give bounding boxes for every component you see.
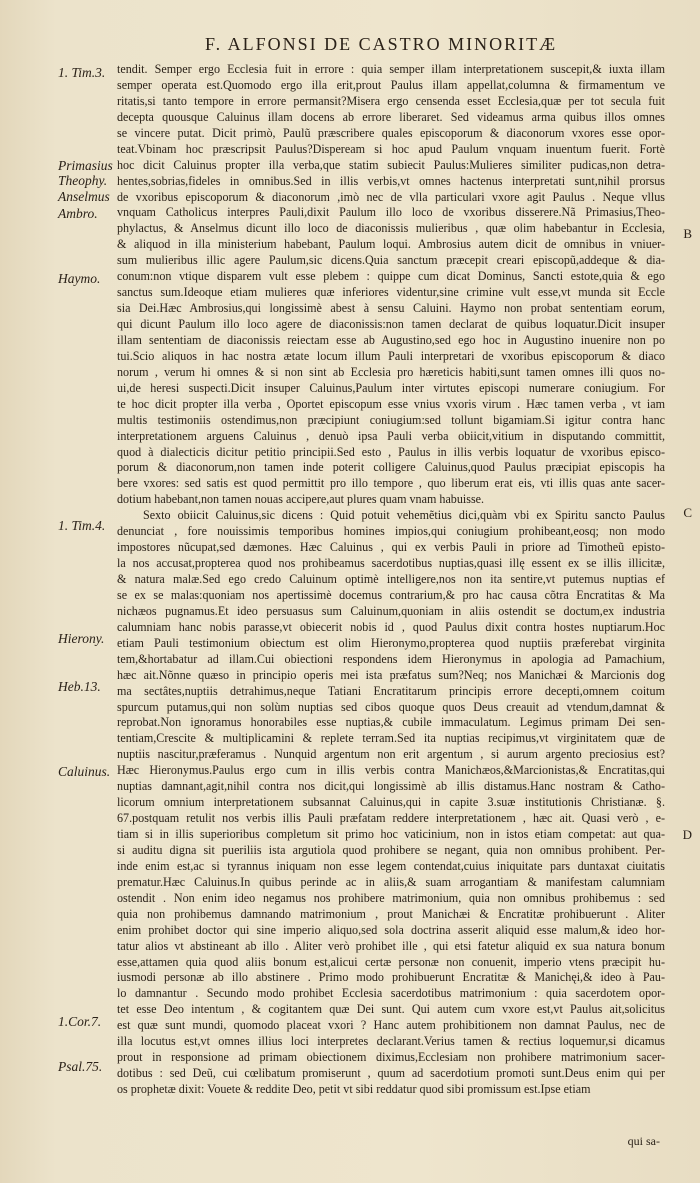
- text-line: tatur alios vt abstineant ab illo . Aliter verò prohibet ille , qui etsi fatetur aliquid ex sua natura bonum: [117, 938, 665, 953]
- text-line: tendit. Semper ergo Ecclesia fuit in errore : quia semper illam interpretationem suscepit,& iuxta illam: [117, 62, 665, 76]
- margin-note: Caluinus.: [58, 764, 111, 779]
- text-line: tui.Scio aliquos in hac nostra ætate locum illum Pauli interpretari de vxoribus episcoporum & diaco: [117, 348, 665, 363]
- section-letter: B: [683, 226, 692, 241]
- text-line: enim prohibet doctor qui sine imperio aliquo,sed sola doctrina asserit aliquid esse malum,& ideo hor-: [117, 922, 665, 937]
- body-text: [117, 62, 665, 1098]
- text-line: se ex se malas:quoniam nos apertissimè docemus contrarium,& pro hac causa cõtra Encratitas & Ma: [117, 587, 665, 602]
- text-line: Hæc Hieronymus.Paulus ergo cum in illis verbis contra Manichæos,&Marcionistas,& Encratitas,qui: [117, 763, 665, 778]
- text-line: nuptiis nascitur,præferamus . Nunquid argentum non erit argentum , si aurum argento preciosius est?: [117, 747, 665, 762]
- text-line: nuptias damnant,agit,nihil contra nos dicit,qui longissimè ab illis distamus.Hanc nostram & Catho-: [117, 779, 665, 794]
- text-line: hentes,sobrias,fideles in omnibus.Sed in illis verbis,vt omnes hactenus interpretati sunt,nihil prorsus: [117, 173, 665, 188]
- text-line: reprobat.Non ignoramus honorabiles esse nuptias,& cubile immaculatum. Legimus primam Dei sen-: [117, 715, 665, 730]
- text-line: 67.postquam retulit nos verbis illis Pauli præfatam reddere interpretationem , hæc ait. Quasi verò , e-: [117, 811, 665, 826]
- margin-note: Ambro.: [58, 206, 98, 221]
- text-line: conum:non vtique disparem vult esse plebem : quippe cum dicat Dominus, Sancti estote,quia & ego: [117, 269, 665, 284]
- text-line: ma sectâtes,nuptiis detrahimus,neque Tatiani Encratitarum principis errore decepti,omnem coitum: [117, 683, 665, 698]
- text-line: prout in responsione ad primam obiectionem diximus,Ecclesiam non prohibere matrimonium sacer-: [117, 1050, 665, 1065]
- text-line: teat.Vbinam hoc præscripsit Paulus?Dispeream si hoc apud Paulum vnquam inuentum fuerit. Fortè: [117, 141, 665, 156]
- text-line: sum mulieribus illic agere Paulum,sic dicens.Quia sanctum præcepit creari episcopũ,addeque & dia-: [117, 253, 665, 268]
- text-line: ui,de heresi suspecti.Dicit insuper Caluinus,Paulum inter virtutes episcopi numerare coniugium. For: [117, 380, 665, 395]
- text-line: te hoc dicit propter illa verba , Oportet episcopum esse vnius vxoris virum . Hæc tamen verba , vt iam: [117, 396, 665, 411]
- text-line: si auditu digna sit pueriliis ista argutiola quod prohibere se negant, quia non omnibus prohibent. Per-: [117, 842, 665, 857]
- text-line: nichæos pugnamus.Et ideo persuasus sum Caluinum,quoniam in aliis ostendit se doctum,ex industria: [117, 603, 665, 618]
- text-line: & natura malæ.Sed ego credo Caluinum optimè intelligere,nos non ita sentire,vt putemus nuptias ef: [117, 572, 665, 586]
- text-line: est quæ sunt mundi, quomodo placeat vxori ? Hanc autem prohibitionem non damnat Paulus, nec de: [117, 1018, 665, 1033]
- margin-note: Heb.13.: [58, 679, 101, 694]
- text-line: tet esse Deo intentum , & cogitantem quæ Dei sunt. Qui autem cum vxore est,vt Paulus ait,solicitus: [117, 1002, 665, 1017]
- margin-note: Anselmus: [58, 189, 110, 204]
- text-line: decepta quousque Caluinus illam docens ab errore liberaret. Sed videamus arma quibus illos omnes: [117, 109, 665, 124]
- margin-note: 1. Tim.4.: [58, 518, 106, 533]
- section-letter: C: [683, 505, 692, 520]
- text-line: illa locutus est,vt omnes illius loci interpretes declarant.Verius tamen & rectius loquemur,si dicamus: [117, 1034, 665, 1049]
- text-line: Sexto obiicit Caluinus,sic dicens : Quid potuit vehemẽtius dici,quàm vbi ex Spiritu sancto Paulus: [143, 508, 665, 523]
- text-line: interpretationem arguens Caluinus , denuò ipsa Pauli verba obiicit,vitium in disputando committit,: [117, 428, 665, 443]
- text-line: & aliquod in illa ministerium habebant, Paulum loqui. Ambrosius autem dicit de omnibus in vniuer-: [117, 237, 665, 252]
- text-line: hæc ait.Nõnne quæso in principio operis mei ista præfatus sum?Neq; nos Manichæi & Marcionis dog: [117, 667, 665, 682]
- text-line: semper operata est.Quomodo ergo illa erit,prout Paulus illam appellat,columna & firmamentum ve: [117, 77, 665, 92]
- catchword: qui sa-: [627, 1134, 660, 1148]
- margin-note: Hierony.: [58, 631, 105, 646]
- text-line: calumniam hanc nobis parasse,vt obiecerit nobis id , quod Paulus dixit contra hostes nuptiarum.Hoc: [117, 619, 665, 634]
- text-line: ritatis,si tanto tempore in errore permansit?Misera ergo censenda esset Ecclesia,quæ per tot secula fuit: [117, 93, 665, 108]
- text-line: licorum omnium interpretationem subsannat Caluinus,qui in capite 3.suæ institutionis Christianæ. §.: [117, 795, 665, 810]
- text-line: inde enim est,ac si tyrannus iniquam non esse legem contendat,cuius iniquitate pars duntaxat ciuitatis: [117, 858, 665, 873]
- margin-note: Psal.75.: [58, 1059, 103, 1074]
- text-line: esse,attamen quia quod aliis bonum est,alicui certæ personæ non conuenit, imperio vtens præcipit hu-: [117, 954, 665, 969]
- text-line: illam sententiam de diaconissis reiectam esse ab Augustino,sed ego hoc in Augustino inuenire non po: [117, 332, 665, 347]
- text-line: spurcum putamus,qui non solùm nuptias sed cibos quoque quos Deus creauit ad vtendum,damnat &: [117, 699, 665, 714]
- text-line: dotibus : sed Deũ, cui cœlibatum promiserunt , quum ad sacerdotium promoti sunt.Deus enim qui per: [117, 1066, 665, 1081]
- margin-notes: [0, 0, 112, 1183]
- text-line: hoc dicit Caluinus propter illa verba,que statim subiecit Paulus:Mulieres similiter pudicas,non detra-: [117, 157, 665, 172]
- text-line: os prophetæ dixit: Vouete & reddite Deo, petit vt sibi reddatur quod sibi promissum est.Ipse etiam: [117, 1082, 591, 1096]
- text-line: phylactus, & Anselmus dicunt illo loco de diaconissis mulieribus , quæ olim habebantur in Ecclesia,: [117, 221, 665, 236]
- text-line: de vxoribus episcoporum & diaconorum ,imò nec de vlla particulari vxore agit Paulus . Neque vllus: [117, 189, 665, 204]
- section-letter: D: [682, 827, 692, 842]
- running-head: F. ALFONSI DE CASTRO MINORITÆ: [205, 34, 558, 54]
- text-line: porum & diaconorum,non tamen inde poterit colligere Caluinus,quod Paulus præcipiat episcopis ha: [117, 460, 665, 475]
- text-line: etiam Pauli testimonium obiectum est olim Hieronymo,propterea quod nuptiis præferebat virginita: [117, 635, 665, 650]
- text-line: se vincere putat. Dicit primò, Paulũ præscribere quales episcoporum & diaconorum vxores esse opor-: [117, 125, 665, 140]
- text-line: denunciat , fore nouissimis temporibus homines impios,qui coniugium prohibeant,eosq; non modo: [117, 524, 665, 539]
- text-line: lo damnantur . Secundo modo prohibet Ecclesia sacerdotibus matrimonium : quia sacerdotem opor-: [117, 986, 665, 1001]
- margin-note: Haymo.: [58, 271, 101, 286]
- text-line: vnquam Catholicus interpres Pauli,dixit Paulum illo loco de vxoribus disserere.Nã Primasius,Theo-: [117, 205, 665, 220]
- text-line: sia Dei.Hæc Ambrosius,qui longissimè abest à sensu Caluini. Haymo non probat sententiam eorum,: [117, 301, 665, 316]
- text-line: quod à dialecticis dicitur petitio principii.Sed esto , Paulus in illis verbis loquatur de vxoribus episco-: [117, 444, 665, 459]
- text-line: tentiam,Crescite & multiplicamini & replete terram.Sed ita nuptias recipimus,vt virginitatem quæ de: [117, 731, 665, 746]
- text-line: qui dicunt Paulum illo loco agere de diaconissis:non tamen declarat de quibus loquatur.Dicit insuper: [117, 317, 665, 331]
- margin-note: Primasius: [58, 158, 113, 173]
- text-line: la nos accusat,propterea quod nos prohibeamus sacerdotibus nuptias,quasi illę essent ex se illis illicitæ,: [117, 556, 665, 571]
- text-line: tiam si in illis superioribus completum sit primo hoc vaticinium, non in istos etiam competat: aut qua-: [117, 827, 665, 841]
- text-line: dotium habebant,non tamen nouas accipere,aut plures quam vnam habuisse.: [117, 492, 485, 507]
- text-line: ostendit . Non enim ideo negamus nos prohibere matrimonium, quia non omnibus prohibemus : sed: [117, 890, 665, 905]
- text-line: impostores nũcupat,sed dæmones. Hæc Caluinus , qui ex verbis Pauli in priore ad Timotheũ episto-: [117, 540, 665, 555]
- text-line: sanctus sum.Ideoque etiam mulieres quæ inferiores videntur,sine crimine vult esse,vt munda sit Eccle: [117, 285, 665, 300]
- margin-note: 1. Tim.3.: [58, 65, 106, 80]
- text-line: multis testimoniis ostendimus,non præcipiunt coniugium:sed tollunt bigamiam.Si igitur contra hanc: [117, 412, 665, 427]
- margin-note: 1.Cor.7.: [58, 1014, 102, 1029]
- text-line: bere vxores: sed satis est quod permittit pro illo tempore , quo liberum erat eis, vti illis quas ante sacer-: [117, 476, 665, 491]
- text-line: prematur.Hæc Caluinus.In quibus perinde ac in aliis,& suam arrogantiam & manifestam calumniam: [117, 874, 665, 889]
- text-line: quia non prohibemus damnando matrimonium , prout Manichæi & Encratitæ prohibuerunt . Aliter: [117, 906, 665, 921]
- text-line: norum , verum hi omnes & si non sint ab Ecclesia pro hæreticis habiti,sunt tamen omnes illi quos no-: [117, 364, 665, 379]
- text-line: tem,&hortabatur ad illam.Cui obiectioni respondens idem Hieronymus in apologia ad Pamachium,: [117, 651, 665, 666]
- text-line: iusmodi personæ ab illo abstinere . Primo modo prohibuerunt Encratitæ & Manichęi,& ideo à Pau-: [117, 970, 665, 985]
- margin-note: Theophy.: [58, 173, 108, 188]
